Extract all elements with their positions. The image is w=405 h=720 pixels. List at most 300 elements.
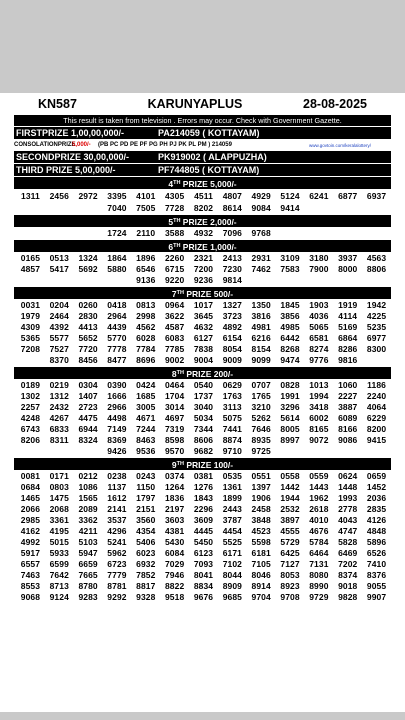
winning-number: 8456 [78, 355, 98, 365]
winning-number: 4563 [366, 253, 387, 263]
winning-number: 4807 [222, 191, 242, 201]
winning-number: 8914 [251, 581, 271, 591]
winning-number: 8553 [20, 581, 41, 591]
bottom-gray-bar [0, 712, 405, 720]
winning-number: 7149 [107, 424, 127, 434]
third-prize-label: THIRD PRIZE 5,00,000/- [16, 165, 116, 175]
winning-number: 9704 [251, 592, 271, 602]
winning-number: 7200 [193, 264, 214, 274]
winning-number: 3937 [338, 253, 358, 263]
winning-number: 0031 [20, 300, 41, 310]
winning-number: 5692 [78, 264, 98, 274]
winning-number: 0390 [107, 380, 127, 390]
winning-number: 6932 [136, 559, 156, 569]
winning-number: 1737 [193, 391, 214, 401]
winning-number: 3887 [338, 402, 358, 412]
winning-number: 9536 [136, 446, 156, 456]
winning-number: 2197 [164, 504, 185, 514]
winning-number: 8369 [107, 435, 127, 445]
winning-number: 5962 [107, 548, 127, 558]
winning-number: 4413 [78, 322, 98, 332]
winning-number: 9814 [222, 275, 242, 285]
winning-number: 9124 [49, 592, 69, 602]
winning-number: 7344 [193, 424, 214, 434]
winning-number: 0964 [164, 300, 185, 310]
winning-number: 5880 [107, 264, 127, 274]
winning-number: 7728 [164, 203, 185, 213]
winning-number [333, 202, 362, 214]
winning-number: 0189 [20, 380, 41, 390]
winning-number: 3816 [251, 311, 271, 321]
winning-number: 5598 [251, 537, 271, 547]
winning-number: 5770 [107, 333, 127, 343]
winning-number: 5652 [78, 333, 98, 343]
winning-number: 2110 [136, 228, 156, 238]
winning-number: 6083 [164, 333, 185, 343]
winning-number: 7102 [222, 559, 242, 569]
winning-number: 1397 [251, 482, 271, 492]
winning-number: 2998 [136, 311, 156, 321]
winning-number: 0540 [193, 380, 214, 390]
winning-number: 9907 [366, 592, 387, 602]
winning-number: 8477 [107, 355, 127, 365]
winning-number: 3897 [280, 515, 300, 525]
winning-number: 1013 [309, 380, 329, 390]
winning-number: 8370 [49, 355, 69, 365]
winning-number: 0238 [107, 471, 127, 481]
winning-number: 3180 [309, 253, 329, 263]
winning-number: 4126 [366, 515, 387, 525]
winning-number: 4981 [251, 322, 271, 332]
winning-number: 8817 [136, 581, 156, 591]
winning-number: 7646 [251, 424, 271, 434]
winning-number: 4562 [136, 322, 156, 332]
winning-number: 2830 [78, 311, 98, 321]
prize-number-grid [8, 253, 397, 286]
winning-number: 2089 [78, 504, 98, 514]
winning-number: 9220 [164, 275, 185, 285]
winning-number: 5124 [280, 191, 300, 201]
winning-number: 6743 [20, 424, 41, 434]
winning-number: 1962 [309, 493, 329, 503]
winning-number: 6546 [136, 264, 156, 274]
winning-number: 1899 [222, 493, 242, 503]
consolation-amount: 5,000/- [72, 142, 91, 148]
winning-number: 4985 [280, 322, 300, 332]
prize-section-title: 9TH PRIZE 100/- [14, 458, 391, 470]
winning-number: 9055 [366, 581, 387, 591]
winning-number: 4305 [164, 191, 185, 201]
winning-number: 6944 [78, 424, 98, 434]
winning-number: 4309 [20, 322, 41, 332]
winning-number: 0381 [193, 471, 214, 481]
winning-number: 2618 [309, 504, 329, 514]
winning-number: 9072 [309, 435, 329, 445]
winning-number: 5065 [309, 322, 329, 332]
winning-number: 8311 [49, 435, 69, 445]
winning-number: 0165 [20, 253, 41, 263]
winning-number: 8206 [20, 435, 41, 445]
winning-number: 0081 [20, 471, 41, 481]
prize-section-title: 7TH PRIZE 500/- [14, 287, 391, 299]
winning-number: 4225 [366, 311, 387, 321]
winning-number: 1137 [107, 482, 127, 492]
second-prize-bar [14, 151, 391, 163]
winning-number: 5241 [107, 537, 127, 547]
winning-number: 5103 [78, 537, 98, 547]
winning-number: 1704 [164, 391, 185, 401]
winning-number [276, 275, 305, 286]
winning-number: 1327 [222, 300, 242, 310]
winning-number: 2456 [49, 191, 69, 201]
winning-number: 7093 [193, 559, 214, 569]
winning-number: 0304 [78, 380, 98, 390]
winning-number: 7779 [107, 570, 127, 580]
winning-number: 6833 [49, 424, 69, 434]
winning-number: 4162 [20, 526, 41, 536]
winning-number: 1465 [20, 493, 41, 503]
winning-number: 5450 [193, 537, 214, 547]
winning-number: 9004 [193, 355, 214, 365]
winning-number: 2835 [366, 504, 387, 514]
winning-number: 6154 [222, 333, 242, 343]
winning-number: 4475 [78, 413, 98, 423]
winning-number: 1685 [136, 391, 156, 401]
winning-number: 1763 [222, 391, 242, 401]
winning-number: 3040 [193, 402, 214, 412]
winning-number: 9236 [193, 275, 214, 285]
winning-number: 1994 [309, 391, 329, 401]
winning-number: 4064 [366, 402, 387, 412]
winning-number: 7784 [136, 344, 156, 354]
winning-number: 4511 [194, 191, 213, 201]
winning-number: 2972 [78, 191, 98, 201]
winning-number: 4932 [193, 228, 214, 238]
prize-number-grid [8, 190, 397, 214]
winning-number: 9068 [20, 592, 41, 602]
winning-number [45, 275, 74, 286]
winning-number: 9710 [222, 446, 242, 456]
winning-number: 4439 [107, 322, 127, 332]
winning-number: 6442 [280, 333, 300, 343]
winning-number: 9283 [78, 592, 98, 602]
winning-number: 2066 [20, 504, 41, 514]
winning-number: 7029 [164, 559, 185, 569]
winning-number: 3560 [136, 515, 156, 525]
winning-number: 5917 [20, 548, 41, 558]
winning-number: 8614 [222, 203, 242, 213]
winning-number: 5075 [222, 413, 242, 423]
second-prize-label: SECONDPRIZE 30,00,000/- [16, 152, 130, 162]
winning-number: 0624 [338, 471, 358, 481]
winning-number: 8200 [366, 424, 387, 434]
winning-number: 4632 [193, 322, 214, 332]
winning-number [304, 228, 333, 239]
winning-number: 3645 [193, 311, 214, 321]
winning-number: 2443 [222, 504, 242, 514]
winning-number: 5525 [222, 537, 242, 547]
winning-number: 9474 [280, 355, 300, 365]
winning-number: 7131 [309, 559, 329, 569]
winning-number: 0659 [366, 471, 387, 481]
winning-number: 7319 [164, 424, 185, 434]
winning-number: 8696 [136, 355, 156, 365]
winning-number: 8780 [78, 581, 98, 591]
prize-sections [8, 177, 397, 603]
winning-number: 6171 [222, 548, 242, 558]
winning-number: 8165 [309, 424, 329, 434]
winning-number: 7852 [136, 570, 156, 580]
winning-number: 3588 [164, 228, 185, 238]
winning-number: 5577 [49, 333, 69, 343]
winning-number: 5430 [164, 537, 185, 547]
winning-number: 2260 [164, 253, 185, 263]
winning-number: 6002 [309, 413, 329, 423]
winning-number: 6659 [78, 559, 98, 569]
disclaimer: This result is taken from television . Errors may occur. Check with Government Gazette. [14, 115, 391, 126]
winning-number: 8300 [366, 344, 387, 354]
winning-number: 4587 [164, 322, 185, 332]
winning-number: 1302 [20, 391, 41, 401]
winning-number: 3787 [222, 515, 242, 525]
winning-number [74, 228, 103, 239]
winning-number [103, 275, 132, 286]
winning-number: 6127 [193, 333, 214, 343]
winning-number: 2151 [136, 504, 156, 514]
winning-number [247, 275, 276, 286]
prize-section-title: 6TH PRIZE 1,000/- [14, 240, 391, 252]
winning-number: 6181 [251, 548, 271, 558]
winning-number: 7778 [107, 344, 127, 354]
winning-number: 9725 [251, 446, 271, 456]
winning-number: 0418 [107, 300, 127, 310]
winning-number [362, 446, 391, 457]
winning-number: 1311 [21, 191, 40, 201]
winning-number: 8935 [251, 435, 271, 445]
winning-number: 1836 [164, 493, 185, 503]
winning-number: 4671 [136, 413, 156, 423]
winning-number: 7040 [107, 203, 127, 213]
winning-number: 8054 [222, 344, 242, 354]
winning-number: 6723 [107, 559, 127, 569]
winning-number: 2464 [49, 311, 69, 321]
winning-number: 4929 [251, 191, 271, 201]
winning-number: 3848 [251, 515, 271, 525]
winning-number: 8781 [107, 581, 127, 591]
winning-number: 9414 [280, 203, 300, 213]
winning-number: 7527 [49, 344, 69, 354]
winning-number [362, 275, 391, 286]
winning-number [45, 228, 74, 239]
winning-number: 1150 [136, 482, 156, 492]
consolation-series: (PB PC PD PE PF PG PH PJ PK PL PM ) 214059 [98, 142, 232, 148]
winning-number: 9084 [251, 203, 271, 213]
winning-number: 8044 [222, 570, 242, 580]
winning-number [333, 228, 362, 239]
winning-number: 4892 [222, 322, 242, 332]
winning-number: 9292 [107, 592, 127, 602]
winning-number: 5614 [280, 413, 300, 423]
winning-number: 3005 [136, 402, 156, 412]
winning-number: 1312 [49, 391, 69, 401]
winning-number: 4392 [49, 322, 69, 332]
winning-number: 6937 [366, 191, 387, 201]
winning-number: 2985 [20, 515, 41, 525]
winning-number: 2068 [49, 504, 69, 514]
winning-number: 7105 [251, 559, 271, 569]
winning-number: 8080 [309, 570, 329, 580]
prize-section-title: 5TH PRIZE 2,000/- [14, 215, 391, 227]
winning-number: 9018 [338, 581, 358, 591]
winning-number: 9685 [222, 592, 242, 602]
winning-number: 7208 [20, 344, 41, 354]
winning-number: 9570 [164, 446, 185, 456]
winning-number: 7410 [366, 559, 387, 569]
winning-number: 1264 [164, 482, 185, 492]
winning-number: 5406 [136, 537, 156, 547]
winning-number: 3362 [78, 515, 98, 525]
winning-number: 4101 [136, 191, 156, 201]
winning-number: 1906 [251, 493, 271, 503]
first-prize-value: PA214059 ( KOTTAYAM) [158, 128, 260, 138]
winning-number: 1845 [280, 300, 300, 310]
winning-number: 8376 [366, 570, 387, 580]
winning-number: 3113 [222, 402, 242, 412]
winning-number: 8154 [251, 344, 271, 354]
winning-number: 2413 [222, 253, 242, 263]
winning-number: 6715 [164, 264, 185, 274]
winning-number: 8268 [280, 344, 300, 354]
winning-number: 9136 [136, 275, 156, 285]
winning-number: 5947 [78, 548, 98, 558]
winning-number: 7463 [20, 570, 41, 580]
winning-number: 8834 [193, 581, 214, 591]
winning-number: 1361 [222, 482, 242, 492]
winning-number: 3296 [280, 402, 300, 412]
winning-number: 4454 [222, 526, 242, 536]
winning-number: 3210 [251, 402, 271, 412]
winning-number: 0171 [49, 471, 69, 481]
winning-number: 2964 [107, 311, 127, 321]
winning-number: 8053 [280, 570, 300, 580]
result-header [8, 93, 397, 115]
winning-number: 4248 [20, 413, 41, 423]
third-prize-value: PF744805 ( KOTTAYAM) [158, 165, 260, 175]
winning-number: 4010 [309, 515, 329, 525]
winning-number: 1448 [338, 482, 358, 492]
winning-number: 3723 [222, 311, 242, 321]
winning-number: 1407 [78, 391, 98, 401]
winning-number: 1903 [309, 300, 329, 310]
winning-number: 6229 [366, 413, 387, 423]
winning-number [276, 446, 305, 457]
winning-number: 5365 [20, 333, 41, 343]
prize-number-grid [8, 380, 397, 457]
winning-number: 0424 [136, 380, 156, 390]
winning-number: 8806 [366, 264, 387, 274]
winning-number: 5235 [366, 322, 387, 332]
winning-number: 3537 [107, 515, 127, 525]
third-prize-bar [14, 164, 391, 176]
winning-number: 1452 [366, 482, 387, 492]
winning-number: 8274 [309, 344, 329, 354]
winning-number: 3856 [280, 311, 300, 321]
winning-number: 0813 [136, 300, 156, 310]
winning-number [16, 355, 45, 366]
winning-number: 2036 [366, 493, 387, 503]
winning-number: 2723 [78, 402, 98, 412]
winning-number: 4296 [107, 526, 127, 536]
winning-number: 6084 [164, 548, 185, 558]
winning-number: 7096 [222, 228, 242, 238]
winning-number: 0219 [49, 380, 69, 390]
winning-number: 3361 [49, 515, 69, 525]
winning-number: 3014 [164, 402, 185, 412]
draw-number: KN587 [38, 97, 77, 111]
winning-number: 5034 [193, 413, 214, 423]
winning-number: 8041 [193, 570, 214, 580]
winning-number: 7900 [309, 264, 329, 274]
winning-number [362, 355, 391, 366]
winning-number: 5169 [338, 322, 358, 332]
winning-number: 4697 [164, 413, 185, 423]
draw-date: 28-08-2025 [303, 97, 367, 111]
winning-number: 6469 [338, 548, 358, 558]
winning-number: 0260 [78, 300, 98, 310]
winning-number: 0513 [49, 253, 69, 263]
winning-number: 9828 [338, 592, 358, 602]
winning-number: 4848 [366, 526, 387, 536]
winning-number: 0374 [164, 471, 185, 481]
winning-number: 9009 [222, 355, 242, 365]
winning-number: 4857 [20, 264, 41, 274]
winning-number: 3603 [164, 515, 185, 525]
winning-number: 9708 [280, 592, 300, 602]
winning-number: 7127 [280, 559, 300, 569]
winning-number: 7720 [78, 344, 98, 354]
winning-number: 1017 [193, 300, 214, 310]
winning-number: 1724 [107, 228, 127, 238]
second-prize-value: PK919002 ( ALAPPUZHA) [158, 152, 267, 162]
winning-number [16, 275, 45, 286]
winning-number: 2931 [251, 253, 271, 263]
prize-section-title: 8TH PRIZE 200/- [14, 367, 391, 379]
winning-number: 2321 [193, 253, 214, 263]
top-gray-bar [0, 0, 405, 93]
winning-number: 6123 [193, 548, 214, 558]
winning-number: 5828 [338, 537, 358, 547]
winning-number: 4747 [338, 526, 358, 536]
winning-number: 1919 [338, 300, 358, 310]
winning-number: 9328 [136, 592, 156, 602]
winning-number [16, 446, 45, 457]
winning-number: 5729 [280, 537, 300, 547]
winning-number: 6581 [309, 333, 329, 343]
winning-number: 1993 [338, 493, 358, 503]
winning-number: 7665 [78, 570, 98, 580]
winning-number: 9086 [338, 435, 358, 445]
winning-number [74, 275, 103, 286]
winning-number: 1797 [136, 493, 156, 503]
prize-number-grid [8, 471, 397, 603]
winning-number: 2240 [366, 391, 387, 401]
winning-number: 8598 [164, 435, 185, 445]
winning-number: 9099 [251, 355, 271, 365]
winning-number: 1565 [78, 493, 98, 503]
winning-number: 2432 [49, 402, 69, 412]
winning-number [16, 228, 45, 239]
first-prize-label: FIRSTPRIZE 1,00,00,000/- [16, 128, 125, 138]
